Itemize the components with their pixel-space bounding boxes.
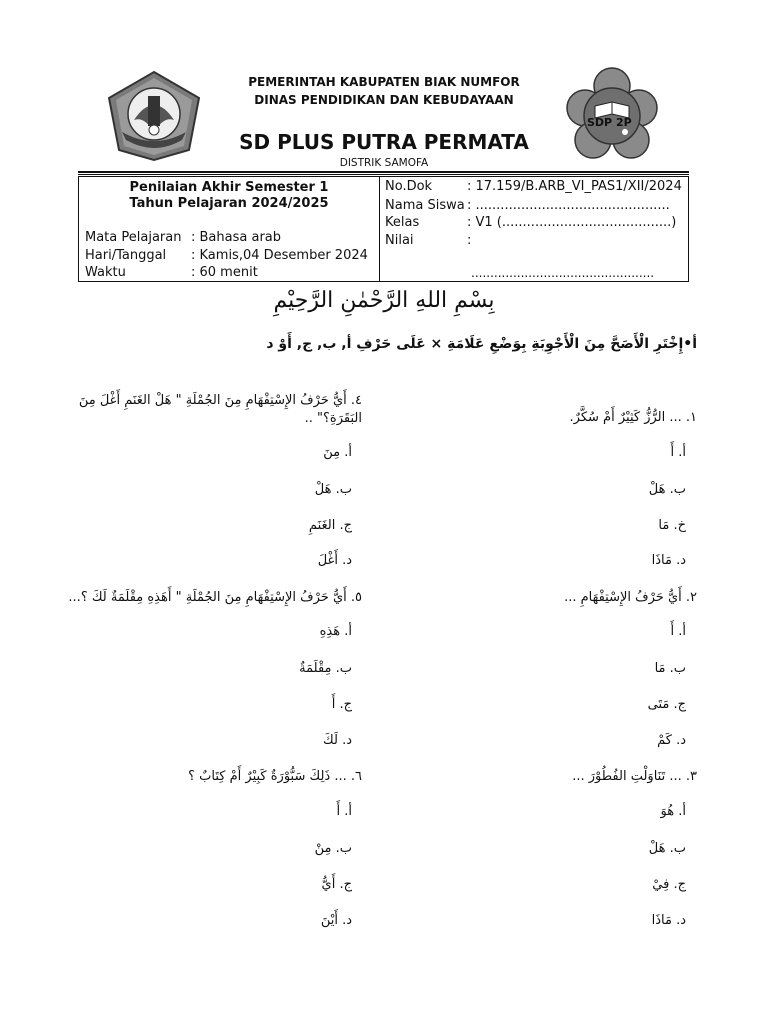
q1-option-a[interactable]: أ. أَ bbox=[670, 445, 686, 460]
class-label: Kelas bbox=[385, 215, 420, 230]
question-4-cont: البَقَرَةِ؟" .. bbox=[304, 411, 362, 426]
time-value: : 60 menit bbox=[191, 265, 258, 280]
q3-option-d[interactable]: د. مَاذَا bbox=[651, 913, 686, 928]
header-rule-thin bbox=[78, 174, 689, 175]
date-value: : Kamis,04 Desember 2024 bbox=[191, 248, 368, 263]
student-name-field[interactable]: : ............................................... bbox=[467, 198, 670, 213]
q3-option-a[interactable]: أ. هُوَ bbox=[660, 804, 686, 819]
question-5: ٥. أَيُّ حَرْفُ الإِسْتِفْهَامِ مِنَ الجُمْلَةِ " أَهَذِهِ مِقْلَمَةٌ لَكَ ؟... bbox=[68, 590, 362, 605]
district-line: DISTRIK SAMOFA bbox=[339, 157, 429, 169]
subject-label: Mata Pelajaran bbox=[85, 230, 182, 245]
right-logo-text: SDP 2P bbox=[587, 116, 632, 129]
score-field[interactable]: : bbox=[467, 233, 472, 248]
q5-option-c[interactable]: ج. أَ bbox=[331, 697, 352, 712]
header-rule-thick bbox=[78, 171, 689, 173]
exam-year: Tahun Pelajaran 2024/2025 bbox=[129, 196, 329, 211]
school-name: SD PLUS PUTRA PERMATA bbox=[239, 130, 529, 154]
q2-option-d[interactable]: د. كَمْ bbox=[657, 733, 686, 748]
score-label: Nilai bbox=[385, 233, 414, 248]
q5-option-d[interactable]: د. لَكَ bbox=[323, 733, 352, 748]
q4-option-a[interactable]: أ. مِنَ bbox=[323, 445, 352, 460]
signature-line: ................................................ bbox=[471, 266, 655, 280]
subject-value: : Bahasa arab bbox=[191, 230, 282, 245]
q5-option-a[interactable]: أ. هَذِهِ bbox=[319, 624, 352, 639]
q6-option-a[interactable]: أ. أَ bbox=[336, 804, 352, 819]
question-2: ٢. أَيُّ حَرْفُ الإِسْتِفْهَامِ ... bbox=[564, 590, 697, 605]
box-divider bbox=[379, 177, 380, 281]
exam-info-box bbox=[78, 176, 689, 282]
q1-option-c[interactable]: خ. مَا bbox=[658, 518, 686, 533]
q6-option-c[interactable]: ج. أَيُّ bbox=[321, 877, 352, 892]
basmalah: بِسْمِ اللهِ الرَّحْمٰنِ الرَّحِيْمِ bbox=[273, 288, 495, 313]
instruction: أ•إِخْتَرِ الْأَصَحَّ مِنَ الْأَجْوِبَةِ بِوَضْعِ عَلَامَةِ × عَلَى حَرْفِ أ, ب, ج, أَوْ د bbox=[266, 336, 697, 352]
q1-option-d[interactable]: د. مَاذَا bbox=[651, 553, 686, 568]
q4-option-b[interactable]: ب. هَلْ bbox=[314, 482, 352, 497]
question-6: ٦. ... ذَلِكَ سَبُّوْرَةٌ كَبِيْرٌ أَمْ كِتَابٌ ؟ bbox=[188, 769, 362, 784]
q6-option-b[interactable]: ب. مِنْ bbox=[314, 841, 352, 856]
q1-option-b[interactable]: ب. هَلْ bbox=[648, 482, 686, 497]
exam-title: Penilaian Akhir Semester 1 bbox=[129, 180, 329, 195]
q6-option-d[interactable]: د. أَيْنَ bbox=[320, 913, 352, 928]
q4-option-c[interactable]: ج. الغَنَمِ bbox=[308, 518, 352, 533]
question-1: ١. ... الرُّزُّ كَثِيْرٌ أَمْ سُكَّرٌ. bbox=[569, 410, 697, 425]
student-name-label: Nama Siswa bbox=[385, 198, 465, 213]
date-label: Hari/Tanggal bbox=[85, 248, 167, 263]
gov-line: PEMERINTAH KABUPATEN BIAK NUMFOR bbox=[248, 75, 520, 89]
q4-option-d[interactable]: د. أَغْلَ bbox=[317, 553, 352, 568]
nodok-value: : 17.159/B.ARB_VI_PAS1/XII/2024 bbox=[467, 179, 682, 194]
time-label: Waktu bbox=[85, 265, 126, 280]
q3-option-c[interactable]: ج. فِيْ bbox=[652, 877, 686, 892]
q5-option-b[interactable]: ب. مِقْلَمَةٌ bbox=[299, 661, 352, 676]
dept-line: DINAS PENDIDIKAN DAN KEBUDAYAAN bbox=[254, 93, 514, 107]
q3-option-b[interactable]: ب. هَلْ bbox=[648, 841, 686, 856]
q2-option-c[interactable]: ج. مَتَى bbox=[647, 697, 686, 712]
class-field[interactable]: : V1 (.........................................) bbox=[467, 215, 677, 230]
question-4: ٤. أَيُّ حَرْفُ الإِسْتِفْهَامِ مِنَ الجُمْلَةِ " هَلْ الغَنَمِ أَغْلَ مِنَ bbox=[78, 393, 362, 408]
question-3: ٣. ... تَنَاوَلْتِ الفُطُوْرَ ... bbox=[572, 769, 697, 784]
nodok-label: No.Dok bbox=[385, 179, 433, 194]
q2-option-a[interactable]: أ. أَ bbox=[670, 624, 686, 639]
q2-option-b[interactable]: ب. مَا bbox=[654, 661, 686, 676]
